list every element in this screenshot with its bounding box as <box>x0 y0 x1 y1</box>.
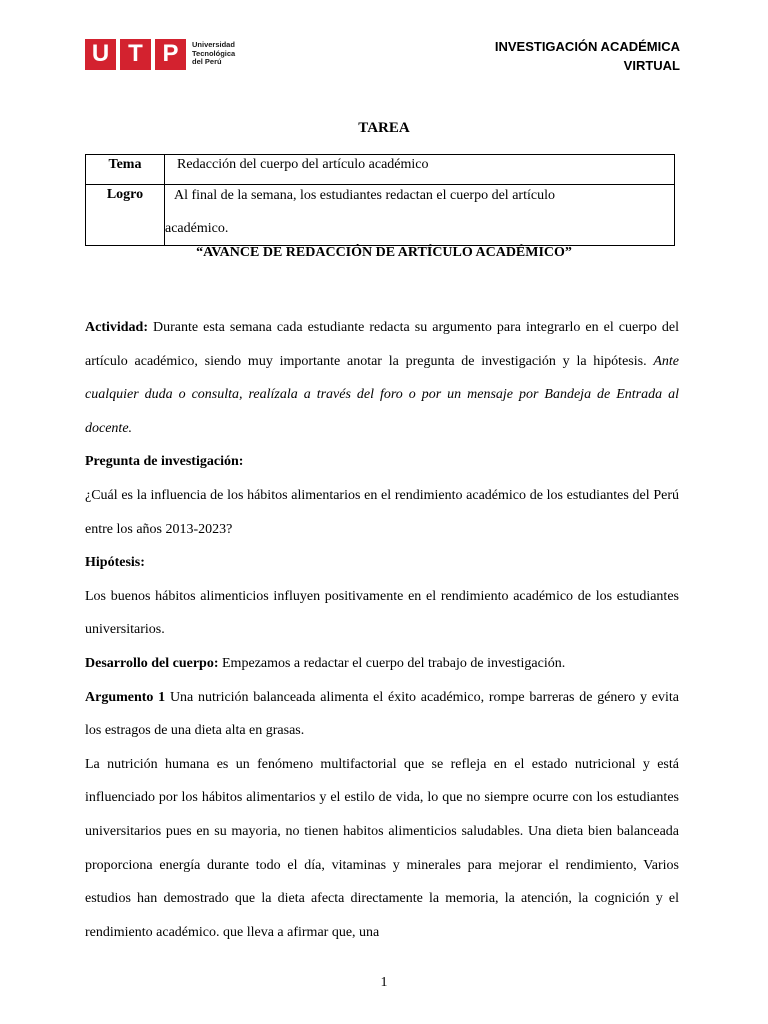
table-row <box>86 185 675 246</box>
logo-letter-t: T <box>120 39 151 70</box>
table-value-logro: Al final de la semana, los estudiantes redactan el cuerpo del artículo académico. <box>165 185 675 246</box>
body-paragraph: La nutrición humana es un fenómeno multifactorial que se refleja en el estado nutricional y está influenciado por los hábitos alimentarios y el estilo de vida, lo que no siempre ocurre con los estudiantes universitarios pues en su mayoria, no tienen habitos alimenticios saludables. Una dieta bien balanceada proporciona energía durante todo el día, vitaminas y minerales para mejorar el rendimiento, Varios estudios han demostrado que la dieta afecta directamente la memoria, la atención, la cognición y el rendimiento académico. que lleva a afirmar que, una <box>85 756 679 940</box>
task-table <box>85 154 675 246</box>
header-title-line1: INVESTIGACIÓN ACADÉMICA <box>494 39 680 54</box>
desarrollo-paragraph: Desarrollo del cuerpo: Empezamos a redactar el cuerpo del trabajo de investigación. <box>85 655 566 671</box>
logo-university-name: Universidad Tecnológica del Perú <box>192 40 236 67</box>
hipotesis-text: Los buenos hábitos alimenticios influyen positivamente en el rendimiento académico de los estudiantes universitarios. <box>85 588 679 638</box>
table-value-tema: Redacción del cuerpo del artículo académico <box>165 155 675 185</box>
hipotesis-label: Hipótesis: <box>85 555 145 571</box>
table-key-tema: Tema <box>86 155 165 185</box>
pregunta-text: ¿Cuál es la influencia de los hábitos alimentarios en el rendimiento académico de los estudiantes del Perú entre los años 2013-2023? <box>85 487 679 537</box>
argumento-paragraph: Argumento 1 Una nutrición balanceada alimenta el éxito académico, rompe barreras de género y evita los estragos de una dieta alta en grasas. <box>85 689 679 739</box>
table-key-logro: Logro <box>86 185 165 246</box>
header-title-line2: VIRTUAL <box>623 58 680 73</box>
actividad-paragraph: Actividad: Durante esta semana cada estudiante redacta su argumento para integrarlo en el cuerpo del artículo académico, siendo muy importante anotar la pregunta de investigación y la hipótesis. Ante cualquier duda o consulta, realízala a través del foro o por un mensaje por Bandeja de Entrada al docente. <box>85 320 679 436</box>
utp-logo <box>85 38 235 70</box>
pregunta-label: Pregunta de investigación: <box>85 454 244 470</box>
document-body <box>85 311 679 949</box>
document-heading: TAREA <box>358 120 410 136</box>
page-number: 1 <box>380 975 388 990</box>
document-subtitle: “AVANCE DE REDACCIÓN DE ARTÍCULO ACADÉMICO” <box>196 245 572 260</box>
header-title <box>495 37 680 75</box>
logo-letter-p: P <box>155 39 186 70</box>
logo-letter-u: U <box>85 39 116 70</box>
